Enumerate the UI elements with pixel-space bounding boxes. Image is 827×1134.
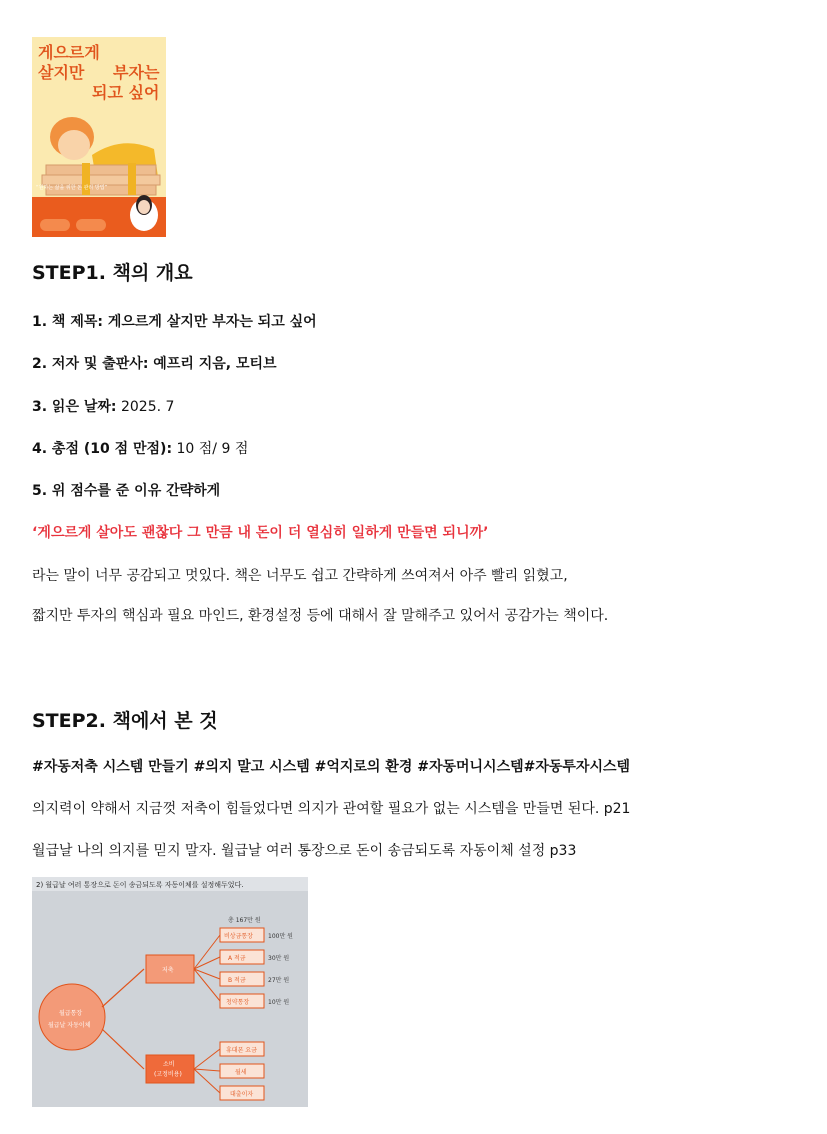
- quote-text: ‘게으르게 살아도 괜찮다 그 만큼 내 돈이 더 열심히 일하게 만들면 되니까’: [32, 525, 489, 541]
- spending-item-label: 대출이자: [230, 1091, 254, 1098]
- savings-item-amount: 27만 원: [268, 977, 290, 984]
- cover-title-line1: 게으르게: [38, 43, 100, 62]
- spending-item-label: 휴대폰 요금: [226, 1047, 257, 1054]
- step2-heading: STEP2. 책에서 본 것: [32, 710, 218, 732]
- step2-line-1: 의지력이 약해서 지금껏 저축이 힘들었다면 의지가 관여할 필요가 없는 시스템을 만들면 된다. p21: [32, 801, 631, 817]
- savings-item-amount: 10만 원: [268, 999, 290, 1006]
- cover-title-line3: 부자는: [113, 63, 160, 82]
- cover-title-line2: 살지만: [38, 63, 85, 82]
- diagram-root-line2: 월급날 자동이체: [48, 1022, 91, 1029]
- score-label: 4. 총점 (10 점 만점):: [32, 441, 173, 457]
- book-cover-image: [32, 37, 166, 237]
- reason-line-2: 짧지만 투자의 핵심과 필요 마인드, 환경설정 등에 대해서 잘 말해주고 있어서 공감가는 책이다.: [32, 608, 609, 624]
- diagram-savings-box: 저축: [162, 967, 174, 974]
- cover-illustration: [32, 37, 166, 237]
- diagram-root-line1: 월급통장: [59, 1010, 83, 1017]
- step1-heading: STEP1. 책의 개요: [32, 262, 193, 284]
- author-publisher-item: 2. 저자 및 출판사: 예프리 지음, 모티브: [32, 356, 277, 372]
- auto-transfer-diagram: [32, 877, 308, 1107]
- savings-item-label: 비상금통장: [224, 933, 253, 940]
- reason-line-1: 라는 말이 너무 공감되고 멋있다. 책은 너무도 쉽고 간략하게 쓰여져서 아주 빨리 읽혔고,: [32, 568, 568, 584]
- hashtags-line: #자동저축 시스템 만들기 #의지 말고 시스템 #억지로의 환경 #자동머니시스템#자동투자시스템: [32, 759, 631, 775]
- cover-title-line4: 되고 싶어: [92, 83, 160, 102]
- savings-item-amount: 30만 원: [268, 955, 290, 962]
- savings-item-label: A 적금: [228, 955, 246, 962]
- cover-tagline: “원하는 삶을 위한 돈 관리 방법”: [36, 185, 108, 191]
- savings-item-label: B 적금: [228, 977, 246, 984]
- diagram-total: 총 167만 원: [228, 917, 261, 924]
- step2-line-2: 월급날 나의 의지를 믿지 말자. 월급날 여러 통장으로 돈이 송금되도록 자동이체 설정 p33: [32, 843, 577, 859]
- savings-item-amount: 100만 원: [268, 933, 293, 940]
- score-item: [32, 438, 248, 458]
- savings-item-label: 청약통장: [226, 999, 250, 1006]
- spending-item-label: 월세: [235, 1069, 247, 1076]
- diagram-spending-line2: (고정비용): [154, 1071, 182, 1078]
- diagram-spending-line1: 소비: [163, 1061, 175, 1068]
- read-date-value: 2025. 7: [116, 399, 175, 415]
- read-date-item: [32, 396, 174, 416]
- read-date-label: 3. 읽은 날짜:: [32, 399, 117, 415]
- book-title-item: 1. 책 제목: 게으르게 살지만 부자는 되고 싶어: [32, 314, 317, 330]
- diagram-caption: 2) 월급날 여러 통장으로 돈이 송금되도록 자동이체를 설정해두었다.: [36, 881, 244, 889]
- score-value: 10 점/ 9 점: [172, 441, 249, 457]
- score-reason-item: 5. 위 점수를 준 이유 간략하게: [32, 483, 221, 499]
